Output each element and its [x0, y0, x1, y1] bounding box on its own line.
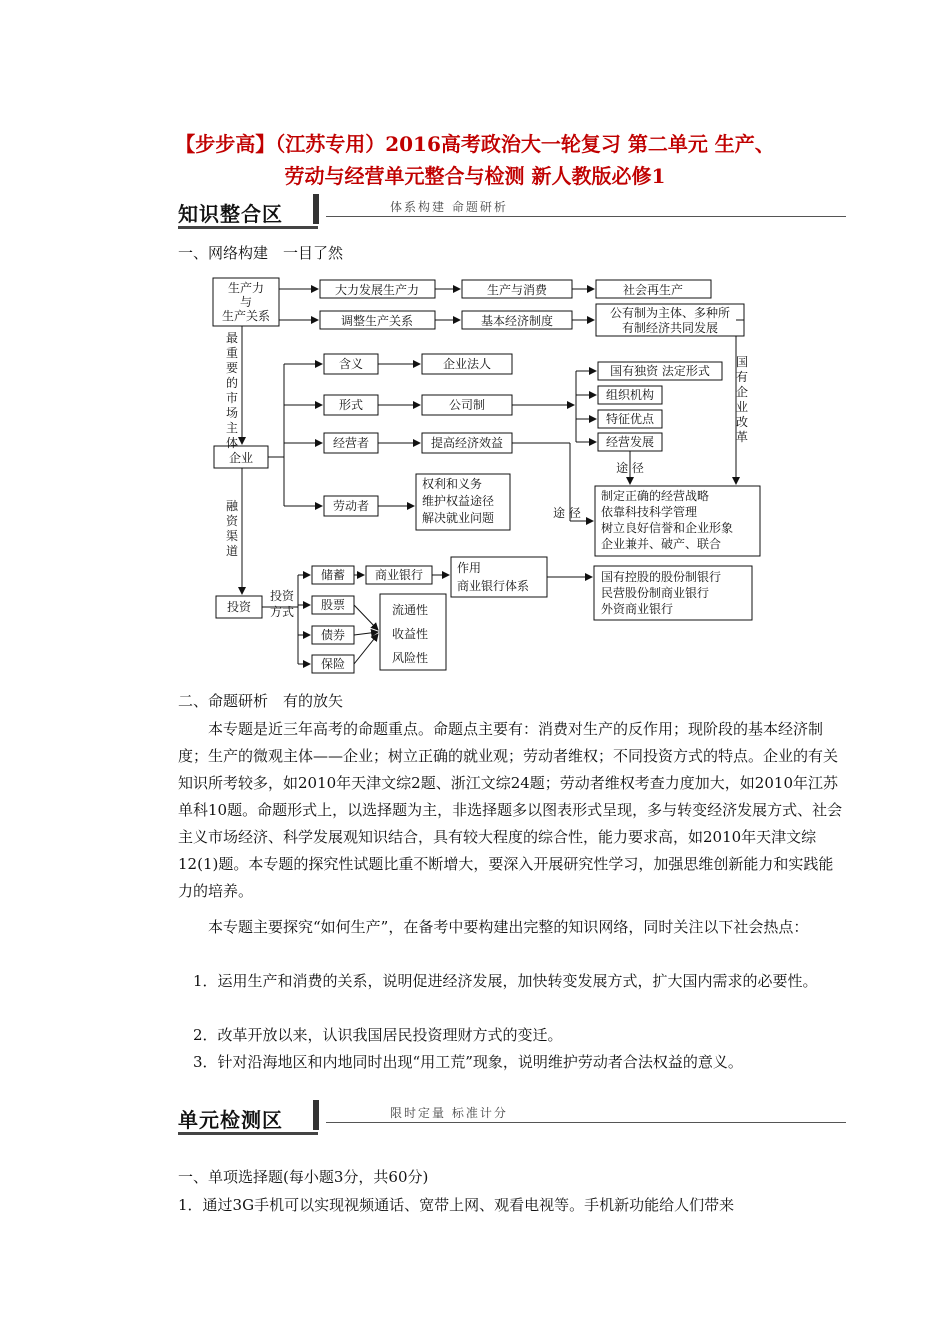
label-finance-channel: 融资渠道: [225, 499, 239, 558]
node-invest: 投资: [226, 600, 252, 614]
node-role-1: 作用: [457, 561, 482, 575]
node-savings: 储蓄: [320, 568, 346, 582]
node-banks-1: 国有控股的股份制银行: [601, 570, 722, 584]
document-title-line2: 劳动与经营单元整合与检测 新人教版必修1: [284, 164, 666, 188]
node-org: 组织机构: [605, 388, 655, 402]
banner-bar: [313, 1100, 319, 1130]
label-invest-method-2: 方式: [270, 605, 295, 619]
node-enterprise: 企业: [228, 451, 254, 465]
node-trait-2: 收益性: [392, 627, 429, 641]
list-item-1: 1．运用生产和消费的关系，说明促进经济发展，加快转变发展方式，扩大国内需求的必要性。: [193, 972, 818, 990]
node-trait-3: 风险性: [392, 651, 429, 665]
prod-line3: 生产关系: [221, 309, 271, 323]
node-commercial-bank: 商业银行: [374, 568, 424, 582]
prod-line1: 生产力: [227, 281, 265, 295]
label-soe-reform: 国有企业改革: [735, 355, 749, 444]
node-adjust: 调整生产关系: [340, 314, 414, 328]
section-heading-network: 一、网络构建 一目了然: [178, 244, 344, 262]
node-basic-system: 基本经济制度: [480, 314, 554, 328]
paragraph-analysis: 本专题是近三年高考的命题重点。命题点主要有：消费对生产的反作用；现阶段的基本经济制度；生产的微观主体——企业；树立正确的就业观；劳动者维权；不同投资方式的特点。企业的有关知识所考较多，如2010年天津文综2题、浙江文综24题；劳动者维权考查力度加大，如2010年江苏单科10题。命题形式上，以选择题为主，非选择题多以图表形式呈现，多与转变经济发展方式、社会主义市场经济、科学发展观知识结合，具有较大程度的综合性，能力要求高，如2010年天津文综12(1)题。本专题的探究性试题比重不断增大，要深入开展研究性学习，加强思维创新能力和实践能力的培养。: [178, 720, 843, 900]
banner-underline: [178, 1132, 318, 1135]
node-strategy-1: 制定正确的经营战略: [601, 489, 710, 503]
list-item-2: 2．改革开放以来，认识我国居民投资理财方式的变迁。: [193, 1026, 563, 1044]
section-heading-analysis: 二、命题研析 有的放矢: [178, 692, 344, 710]
node-consume: 生产与消费: [486, 283, 548, 297]
node-operation: 经营发展: [605, 435, 655, 449]
node-rights-3: 解决就业问题: [422, 511, 495, 525]
node-insurance: 保险: [320, 657, 346, 671]
node-laborer: 劳动者: [332, 499, 370, 513]
node-operator: 经营者: [332, 436, 370, 450]
node-rights-1: 权利和义务: [422, 477, 483, 491]
node-banks-3: 外资商业银行: [601, 602, 674, 616]
node-role-2: 商业银行体系: [457, 579, 530, 593]
document-title-line1: 【步步高】（江苏专用）2016高考政治大一轮复习 第二单元 生产、: [175, 132, 775, 156]
section-heading-choice: 一、单项选择题(每小题3分，共60分): [178, 1168, 429, 1186]
question-1: 1．通过3G手机可以实现视频通话、宽带上网、观看电视等。手机新功能给人们带来: [178, 1196, 735, 1214]
node-stocks: 股票: [320, 598, 346, 612]
node-public-ownership-1: 公有制为主体、多种所: [609, 306, 731, 320]
node-strategy-4: 企业兼并、破产、联合: [601, 537, 722, 551]
banner-subtitle: 体系构建 命题研析: [390, 200, 508, 214]
node-form: 形式: [338, 398, 364, 412]
node-company: 公司制: [448, 398, 486, 412]
label-invest-method-1: 投资: [270, 589, 295, 603]
list-item-3: 3．针对沿海地区和内地同时出现“用工荒”现象，说明维护劳动者合法权益的意义。: [193, 1053, 743, 1071]
banner-subtitle: 限时定量 标准计分: [390, 1106, 508, 1120]
node-reproduce: 社会再生产: [622, 283, 684, 297]
prod-line2: 与: [239, 295, 253, 309]
banner-rule: [326, 1122, 846, 1123]
paragraph-focus: 本专题主要探究“如何生产”，在备考中要构建出完整的知识网络，同时关注以下社会热点：: [208, 918, 809, 936]
node-strategy-2: 依靠科技科学管理: [601, 505, 698, 519]
label-path2: 途 径: [553, 506, 581, 520]
node-bonds: 债券: [320, 628, 346, 642]
label-most-important-subject: 最重要的市场主体: [225, 331, 239, 450]
banner-test: [178, 1104, 846, 1138]
node-efficiency: 提高经济效益: [430, 436, 504, 450]
label-path1: 途 径: [616, 461, 644, 475]
banner-label: 知识整合区: [178, 202, 283, 226]
node-legal-person: 企业法人: [442, 357, 492, 371]
node-trait-1: 流通性: [392, 603, 429, 617]
node-features: 特征优点: [605, 412, 655, 426]
node-state-owned: 国有独资 法定形式: [610, 364, 710, 378]
node-rights-2: 维护权益途径: [422, 494, 495, 508]
node-meaning: 含义: [338, 357, 364, 371]
node-develop: 大力发展生产力: [334, 283, 420, 297]
node-public-ownership-2: 有制经济共同发展: [621, 321, 719, 335]
banner-label: 单元检测区: [178, 1108, 283, 1132]
node-strategy-3: 树立良好信誉和企业形象: [601, 521, 734, 535]
node-banks-2: 民营股份制商业银行: [601, 586, 710, 600]
